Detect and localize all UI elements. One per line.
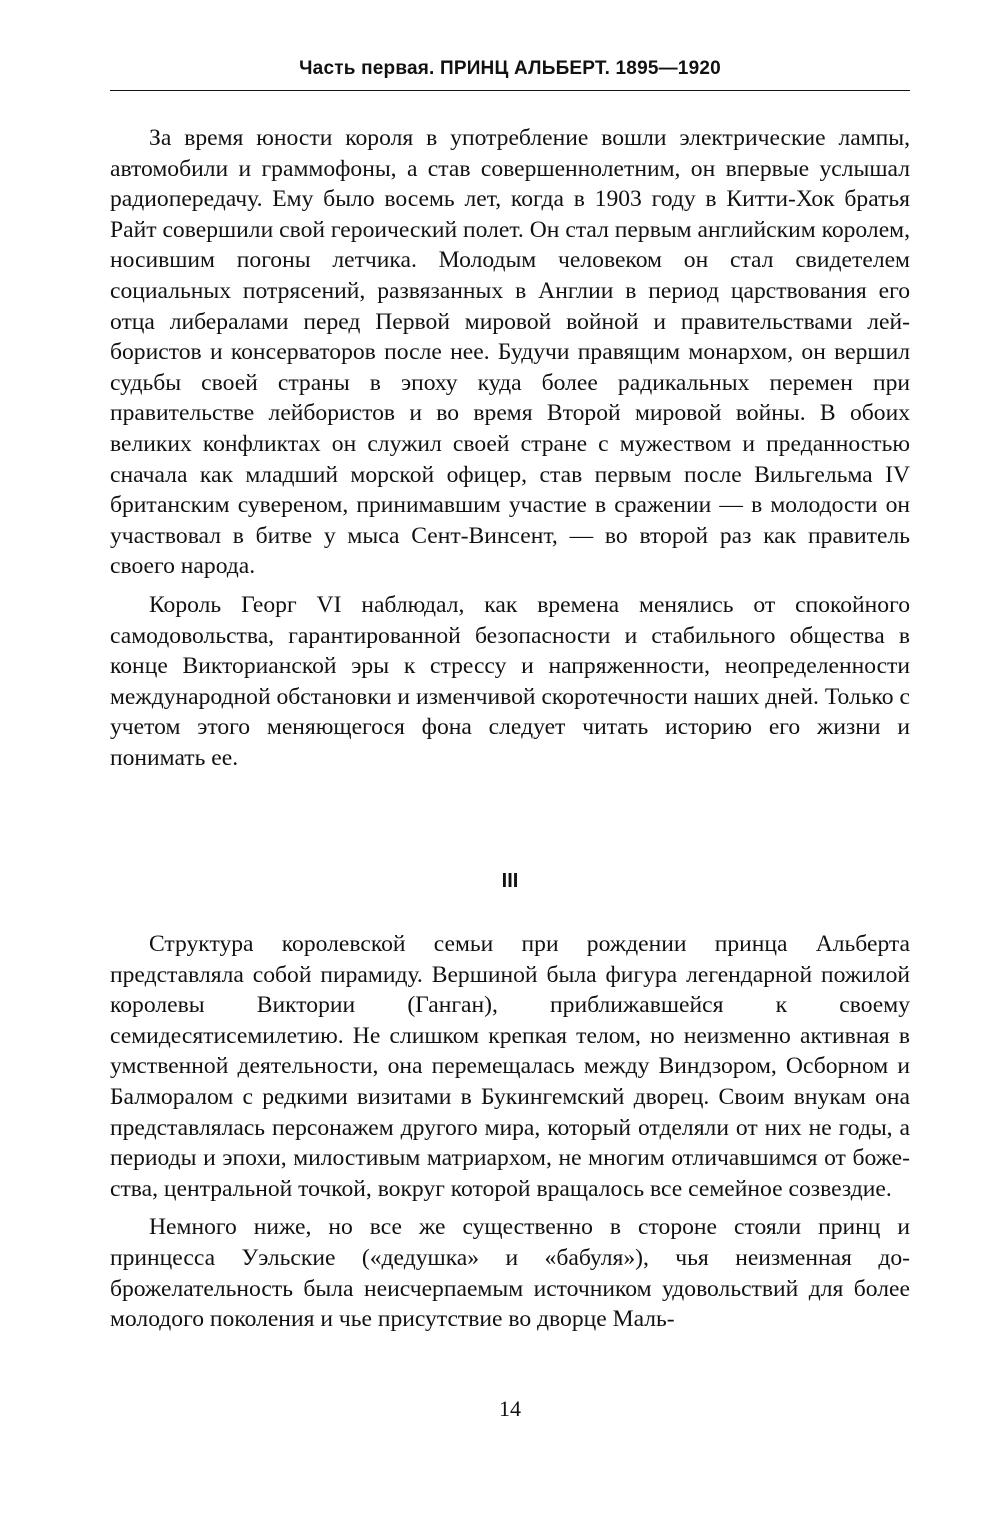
- text-block-before-section: [110, 123, 910, 781]
- running-head: Часть первая. ПРИНЦ АЛЬБЕРТ. 1895—1920: [299, 58, 721, 79]
- paragraph: Король Георг VI наблюдал, как времена менялись от спокойного самодовольства, гарантированной безопасности и стабильного общества в конце Викторианской эры к стрессу и напряженности, неопределенности международной обстановки и изменчивой скоротечности наших дней. Только с учетом этого меняющегося фона следует читать историю его жизни и понимать ее.: [110, 591, 910, 771]
- page-number: 14: [499, 1396, 521, 1421]
- header-rule: [110, 90, 910, 91]
- paragraph: Немного ниже, но все же существенно в стороне стояли принц и принцесса Уэльские («дедушка» и «бабуля»), чья неизменная доброжелательность была неисчерпаемым источником удовольствий для более молодого поколения и чье присутствие во дворце Маль-: [110, 1214, 910, 1333]
- text-block-after-section: [110, 929, 910, 1343]
- paragraph: За время юности короля в употребление вошли электрические лампы, автомобили и граммофоны, а став совершеннолетним, он впервые услышал радиопередачу. Ему было восемь лет, когда в 1903 году в Китти-Хок братья Райт совершили свой героический полет. Он стал первым английским королем, носившим погоны летчика. Молодым человеком он стал свидетелем социальных потрясений, развязанных в Англии в период царствования его отца либералами перед Первой мировой войной и правительствами лейбористов и консерваторов после нее. Будучи правящим монархом, он вершил судьбы своей страны в эпоху куда более радикальных перемен при правительстве лейбористов и во время Второй мировой войны. В обоих великих конфликтах он служил своей стране с мужеством и преданностью сначала как младший морской офицер, став первым после Вильгельма IV британским сувереном, принимавшим участие в сражении — в молодости он участвовал в битве у мыса Сент-Винсент, — во второй раз как правитель своего народа.: [110, 125, 910, 580]
- section-number: III: [501, 870, 519, 892]
- paragraph: Структура королевской семьи при рождении принца Альберта представляла собой пирамиду. Вершиной была фигура легендарной пожилой королевы Виктории (Ганган), приближавшейся к своему семидесятисемилетию. Не слишком крепкая телом, но неизменно активная в умственной деятельности, она перемещалась между Виндзором, Осборном и Балморалом с редкими визитами в Букингемский дворец. Своим внукам она представлялась персонажем другого мира, который отделяли от них не годы, а периоды и эпохи, милостивым матриархом, не многим отличавшимся от божества, центральной точкой, вокруг которой вращалось все семейное созвездие.: [110, 931, 910, 1202]
